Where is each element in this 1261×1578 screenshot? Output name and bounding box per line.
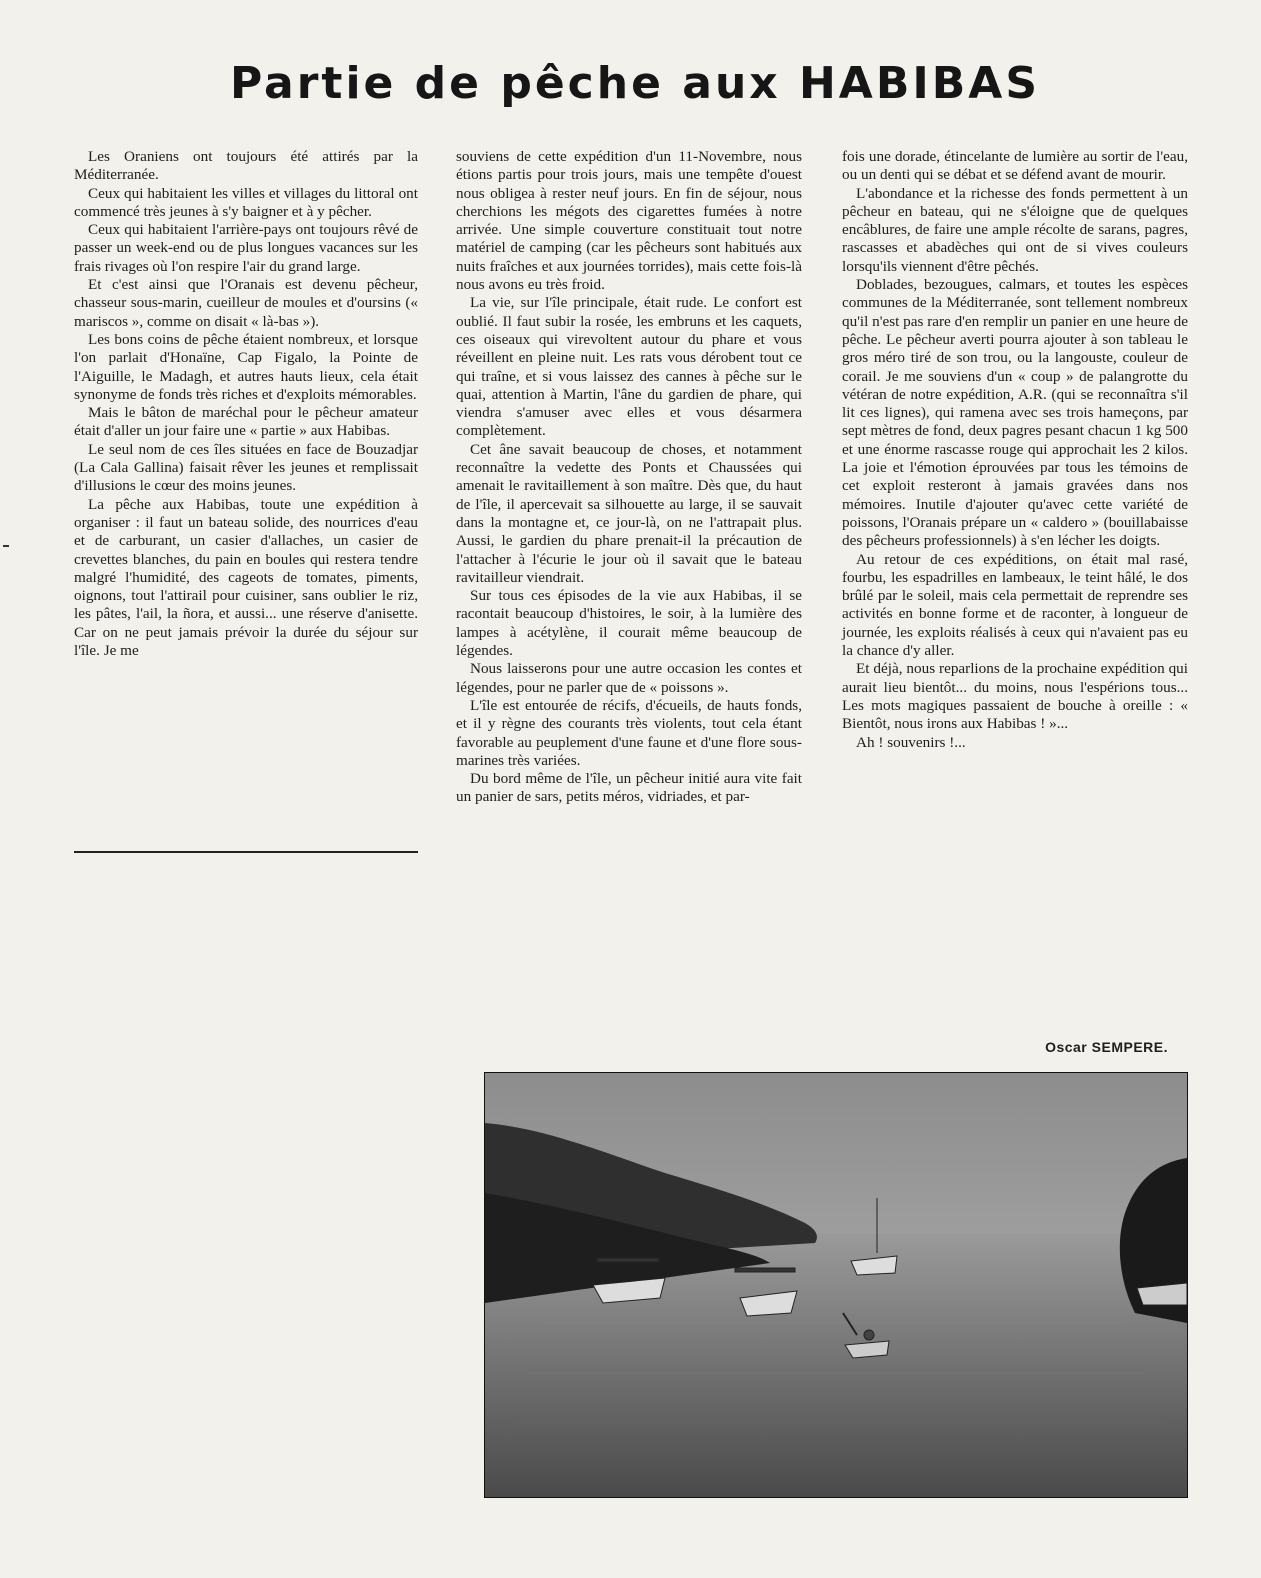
paragraph: Cet âne savait beaucoup de choses, et notamment reconnaître la vedette des Ponts et Chaussées qui amenait le ravitaillement à son maître. Dès que, du haut de l'île, il apercevait sa silhouette au large, il se sauvait dans la montagne et, ce jour-là, on ne l'attrapait plus. Aussi, le gardien du phare prenait-il la précaution de l'attacher à l'écurie le jour où il savait que le bateau ravitailleur viendrait. [456, 440, 802, 586]
column-divider-rule [74, 851, 418, 853]
article-column-1 [74, 148, 418, 660]
paragraph: La vie, sur l'île principale, était rude. Le confort est oublié. Il faut subir la rosée, les embruns et les caquets, ces oiseaux qui virevoltent autour du phare et vous réveillent en pleine nuit. Les rats vous dérobent tout ce qui traîne, et si vous laissez des cannes à pêche sur le quai, attention à Martin, l'âne du gardien de phare, qui viendra s'amuser avec elles et vous désarmera complètement. [456, 294, 802, 440]
paragraph: La pêche aux Habibas, toute une expédition à organiser : il faut un bateau solide, des nourrices d'eau et de carburant, un casier d'allaches, un casier de crevettes blanches, du pain en boules qui restera tendre malgré l'humidité, des cageots de tomates, piments, oignons, tout l'attirail pour cuisiner, sans oublier le riz, les pâtes, l'ail, la ñora, et aussi... une réserve d'anisette. Car on ne peut jamais prévoir la durée du séjour sur l'île. Je me [74, 495, 418, 660]
article-column-3 [842, 148, 1188, 752]
paragraph: Au retour de ces expéditions, on était mal rasé, fourbu, les espadrilles en lambeaux, le teint hâlé, le dos brûlé par le soleil, mais cela permettait de reprendre ses activités en bonne forme et de raconter, à longueur de journée, les exploits réalisés à ceux qui n'avaient pas eu la chance d'y aller. [842, 550, 1188, 660]
harbor-photo [484, 1072, 1188, 1498]
paragraph: Nous laisserons pour une autre occasion les contes et légendes, pour ne parler que de « poissons ». [456, 660, 802, 696]
article-column-2 [456, 148, 802, 807]
harbor-photo-illustration [485, 1073, 1187, 1497]
paragraph: Ah ! souvenirs !... [856, 733, 966, 751]
paragraph: Doblades, bezougues, calmars, et toutes les espèces communes de la Méditerranée, sont tellement nombreux qu'il n'est pas rare d'en remplir un panier en une heure de pêche. Le pêcheur averti pourra ajouter à son tableau le gros méro tiré de son trou, ou la langouste, couleur de corail. Je me souviens d'un « coup » de palangrotte du vétéran de notre expédition, A.R. (qui se reconnaîtra s'il lit ces lignes), qui ramena avec ses trois hameçons, par sept mètres de fond, deux pagres pesant chacun 1 kg 500 et une énorme rascasse rouge qui approchait les 2 kilos. La joie et l'émotion éprouvées par tous les témoins de cet exploit resteront à jamais gravées dans nos mémoires. Inutile d'ajouter qu'avec cette variété de poissons, l'Oranais prépare un « caldero » (bouillabaisse des pêcheurs professionnels) à s'en lécher les doigts. [842, 276, 1188, 550]
author-signature: Oscar SEMPERE. [1045, 1039, 1168, 1055]
paragraph: L'abondance et la richesse des fonds permettent à un pêcheur en bateau, qui ne s'éloigne que de quelques encâblures, de faire une ample récolte de sarans, pagres, rascasses et abadèches qui ont de si vives couleurs lorsqu'ils viennent d'être pêchés. [842, 184, 1188, 275]
paragraph: Et déjà, nous reparlions de la prochaine expédition qui aurait lieu bientôt... du moins, nous l'espérions tous... Les mots magiques passaient de bouche à oreille : « Bientôt, nous irons aux Habibas ! »... [842, 660, 1188, 733]
paragraph: Et c'est ainsi que l'Oranais est devenu pêcheur, chasseur sous-marin, cueilleur de moules et d'oursins (« mariscos », comme on disait « là-bas »). [74, 276, 418, 330]
paragraph: Les Oraniens ont toujours été attirés par la Méditerranée. [74, 148, 418, 184]
paragraph: Le seul nom de ces îles situées en face de Bouzadjar (La Cala Gallina) faisait rêver les jeunes et remplissait d'illusions le cœur des moins jeunes. [74, 440, 418, 495]
margin-mark [3, 545, 9, 547]
paragraph: Ceux qui habitaient l'arrière-pays ont toujours rêvé de passer un week-end ou de plus longues vacances sur les frais rivages où l'on respire l'air du grand large. [74, 221, 418, 275]
paragraph: Mais le bâton de maréchal pour le pêcheur amateur était d'aller un jour faire une « partie » aux Habibas. [74, 404, 418, 440]
paragraph: Du bord même de l'île, un pêcheur initié aura vite fait un panier de sars, petits méros, vidriades, et par- [456, 770, 802, 806]
article-title: Partie de pêche aux HABIBAS [229, 58, 1041, 109]
paragraph: fois une dorade, étincelante de lumière au sortir de l'eau, ou un denti qui se débat et se défend avant de mourir. [842, 148, 1188, 184]
paragraph: souviens de cette expédition d'un 11-Novembre, nous étions partis pour trois jours, mais une tempête d'ouest nous obligea à rester neuf jours. En fin de séjour, nous cherchions les mégots des cigarettes fumées à notre arrivée. Une simple couverture constituait tout notre matériel de camping (car les pêcheurs sont habitués aux nuits fraîches et aux journées torrides), mais cette fois-là nous avons eu très froid. [456, 148, 802, 294]
paragraph: L'île est entourée de récifs, d'écueils, de hauts fonds, et il y règne des courants très violents, tout cela étant favorable au peuplement d'une faune et d'une flore sous-marines très variées. [456, 696, 802, 769]
paragraph: Sur tous ces épisodes de la vie aux Habibas, il se racontait beaucoup d'histoires, le soir, à la lumière des lampes à acétylène, il courait même beaucoup de légendes. [456, 587, 802, 660]
paragraph: Ceux qui habitaient les villes et villages du littoral ont commencé très jeunes à s'y baigner et à y pêcher. [74, 184, 418, 220]
paragraph: Les bons coins de pêche étaient nombreux, et lorsque l'on parlait d'Honaïne, Cap Figalo, la Pointe de l'Aiguille, le Madagh, et autres hauts lieux, cela était synonyme de fonds très riches et d'exploits mémorables. [74, 330, 418, 403]
